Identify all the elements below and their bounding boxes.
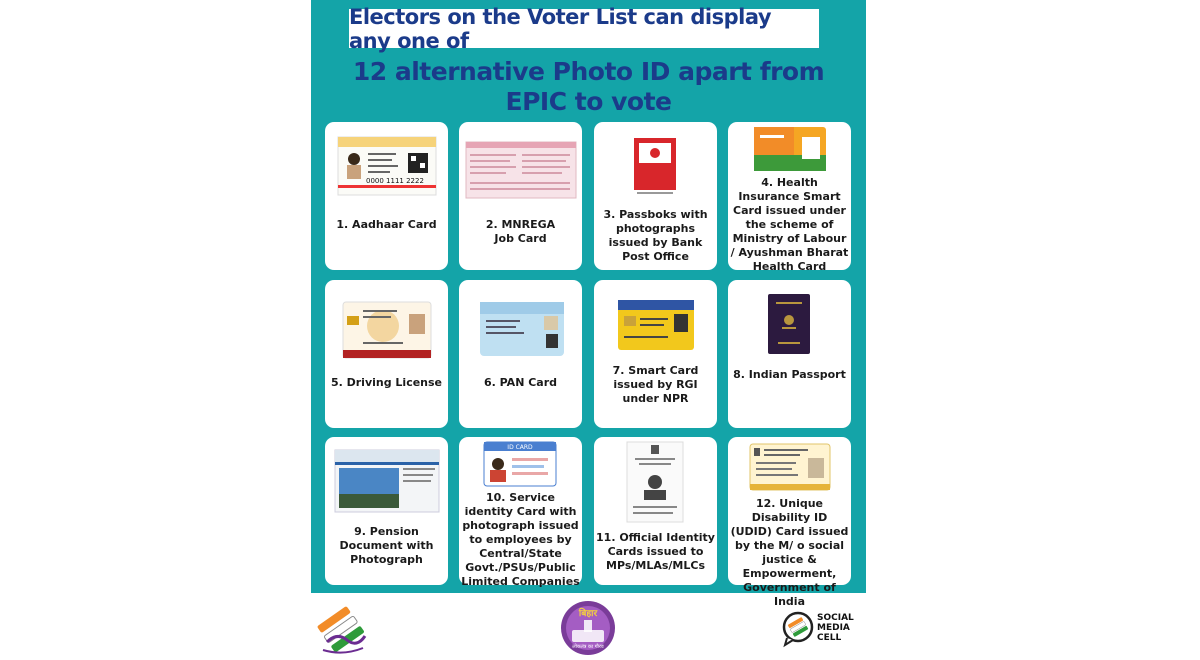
aadhaar-number: 0000 1111 2222 [366,177,424,185]
card-label: 7. Smart Card issued by RGI under NPR [612,364,699,405]
card-label: 2. MNREGA Job Card [485,218,556,245]
card-mnrega [459,122,582,270]
passport-image [768,294,810,354]
card-official-identity [594,437,717,585]
card-aadhaar [325,122,448,270]
card-label: 3. Passboks with photographs issued by Bank Post Office [603,208,708,263]
pan-card-image [480,302,564,356]
official-id-image [627,442,683,522]
id-card-title: ID CARD [507,444,533,451]
card-pan [459,280,582,428]
card-label: 5. Driving License [330,376,443,389]
card-label: 12. Unique Disability ID (UDID) Card issued by the M/ o social justice & Empowerment, Government of India [730,497,849,608]
aadhaar-card-image [338,137,436,195]
card-driving-license [325,280,448,428]
social-media-cell-logo [781,610,861,648]
card-pension-document [325,437,448,585]
bihar-election-logo [560,600,616,656]
card-passport [728,280,851,428]
social-media-cell-text [817,613,854,643]
health-card-image [754,127,826,171]
subhead-line-2: EPIC to vote [505,87,672,116]
passbook-image [631,138,679,196]
udid-card-image [750,444,830,490]
card-label: 10. Service identity Card with photograph issued to employees by Central/State Govt./PSUs/Public Limited Companies [461,491,580,588]
social-line-1: SOCIAL [817,613,854,623]
card-label: 9. Pension Document with Photograph [339,525,434,566]
driving-license-image [343,302,431,358]
card-label: 6. PAN Card [483,376,558,389]
headline-banner [349,4,819,53]
headline-text: Electors on the Voter List can display any one of [349,4,772,53]
card-udid [728,437,851,608]
id-card-image [484,442,556,486]
pension-document-image [335,450,439,512]
subhead-line-1: 12 alternative Photo ID apart from [352,57,825,86]
job-card-image [466,142,576,198]
social-line-3: CELL [817,633,842,643]
card-label: 4. Health Insurance Smart Card issued under the scheme of Ministry of Labour / Ayushman Bharat Health Card [730,176,849,273]
card-label: 8. Indian Passport [733,368,846,381]
card-label: 1. Aadhaar Card [336,218,437,231]
poster [311,0,866,608]
bihar-logo-caption: लोकतंत्र का गौरव [572,644,604,650]
card-npr-smart-card [594,280,717,428]
card-label: 11. Official Identity Cards issued to MPs/MLAs/MLCs [596,531,715,572]
eci-logo [317,602,369,656]
card-service-identity [459,437,582,588]
npr-smart-card-image [618,300,694,350]
card-health-insurance [728,122,851,273]
chat-bubble-icon [781,610,815,646]
bihar-logo-text: बिहार [578,609,598,619]
social-line-2: MEDIA [817,623,850,633]
card-passbook [594,122,717,270]
